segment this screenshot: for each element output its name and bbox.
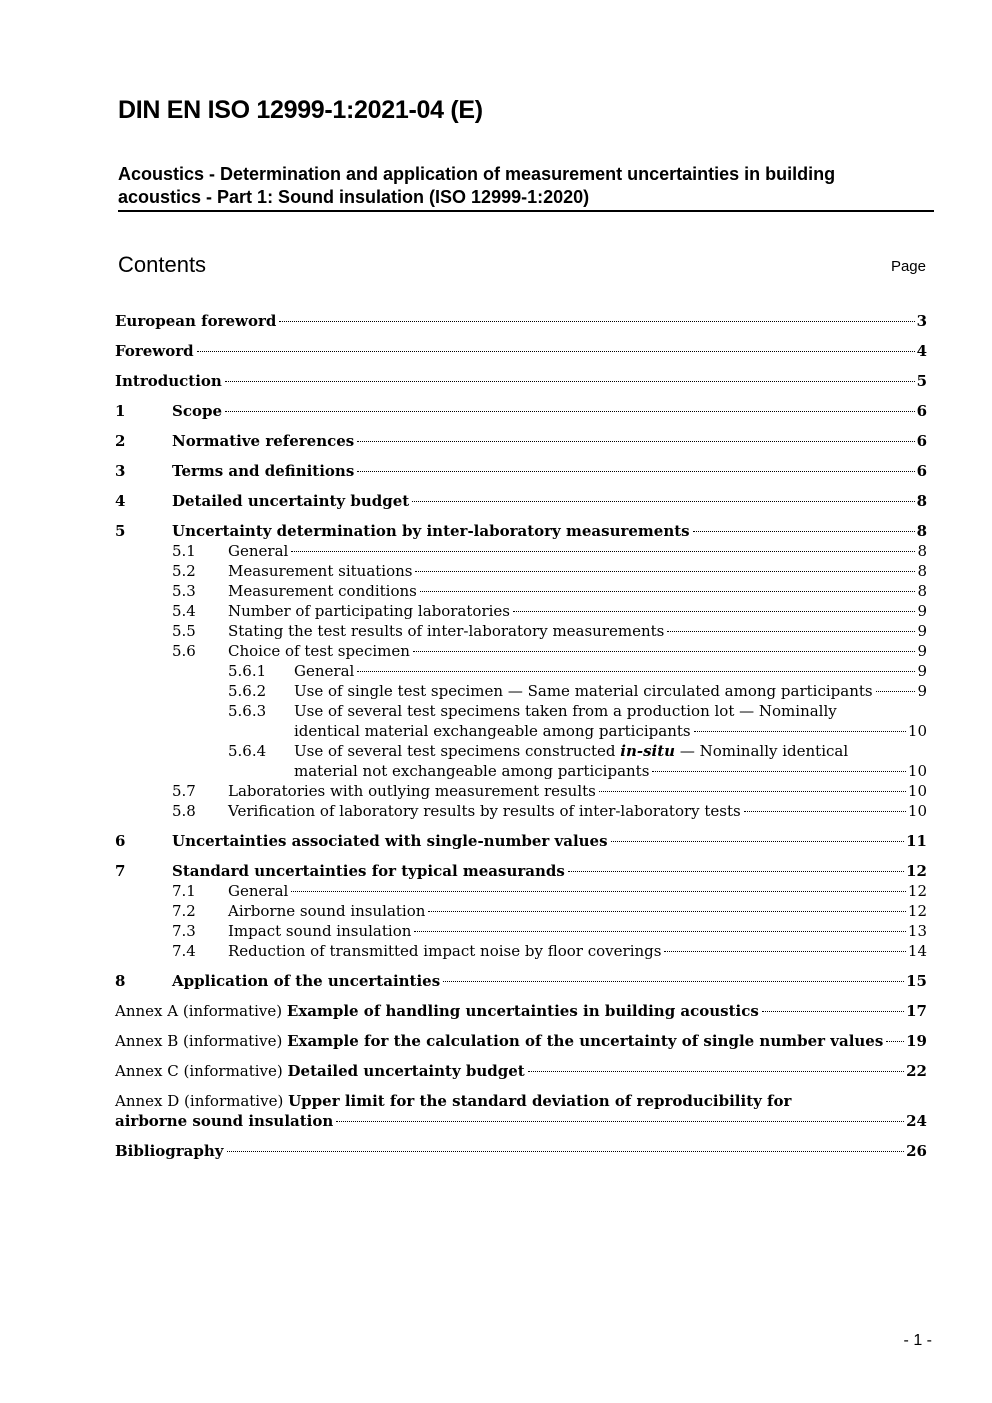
- page-column-label: Page: [890, 258, 926, 275]
- toc-entry-number: 5.6.2: [228, 682, 267, 700]
- dot-leader: [599, 791, 906, 792]
- toc-entry-page: 6: [916, 462, 927, 480]
- annex-prefix: Annex B (informative): [115, 1032, 288, 1050]
- toc-entry-title: Uncertainties associated with single-number values: [172, 832, 608, 850]
- dot-leader: [412, 501, 914, 502]
- toc-entry-title: General: [228, 882, 289, 900]
- toc-entry-annex-d[interactable]: [115, 1091, 927, 1131]
- toc-entry-number: 5.6.3: [228, 702, 267, 720]
- toc-entry-page: 17: [906, 1002, 927, 1020]
- dot-leader: [744, 811, 906, 812]
- toc-entry-number: 5.1: [172, 542, 196, 560]
- toc-entry-6[interactable]: [115, 831, 927, 851]
- toc-entry-title: Reduction of transmitted impact noise by floor coverings: [228, 942, 662, 960]
- toc-entry-title-line-2: identical material exchangeable among participants: [294, 722, 691, 740]
- dot-leader: [611, 841, 905, 842]
- toc-entry-5-6[interactable]: [115, 641, 927, 661]
- toc-entry-title-emphasis: in-situ: [620, 742, 676, 760]
- toc-entry-number: 5.6.4: [228, 742, 267, 760]
- toc-entry-7-4[interactable]: [115, 941, 927, 961]
- dot-leader: [413, 651, 916, 652]
- toc-entry-page: 8: [916, 522, 927, 540]
- toc-entry-page: 6: [916, 432, 927, 450]
- toc-entry-page: 26: [906, 1142, 927, 1160]
- toc-entry-5-6-3[interactable]: [115, 701, 927, 741]
- toc-entry-title-line-2: airborne sound insulation: [115, 1112, 334, 1130]
- toc-entry-number: 5.8: [172, 802, 196, 820]
- toc-entry-7-2[interactable]: [115, 901, 927, 921]
- toc-entry-page: 8: [917, 542, 927, 560]
- toc-entry-number: 5.7: [172, 782, 196, 800]
- dot-leader: [693, 531, 915, 532]
- toc-entry-annex-c[interactable]: [115, 1061, 927, 1081]
- dot-leader: [197, 351, 915, 352]
- toc-entry-4[interactable]: [115, 491, 927, 511]
- toc-entry-number: 7.3: [172, 922, 196, 940]
- toc-entry-page: 14: [907, 942, 927, 960]
- toc-entry-page: 10: [907, 802, 927, 820]
- toc-entry-number: 4: [115, 492, 126, 510]
- toc-entry-number: 5: [115, 522, 126, 540]
- toc-entry-title-line-1: [294, 741, 927, 761]
- toc-entry-number: 7.1: [172, 882, 196, 900]
- toc-entry-page: 9: [917, 682, 927, 700]
- toc-entry-title: Example of handling uncertainties in building acoustics: [286, 1002, 759, 1020]
- toc-entry-number: 7: [115, 862, 126, 880]
- toc-entry-page: 10: [907, 762, 927, 780]
- toc-entry-title: Use of single test specimen — Same material circulated among participants: [294, 682, 873, 700]
- toc-entry-page: 3: [916, 312, 927, 330]
- dot-leader: [225, 411, 915, 412]
- toc-entry-annex-b[interactable]: [115, 1031, 927, 1051]
- toc-entry-page: 8: [916, 492, 927, 510]
- toc-entry-title: General: [228, 542, 289, 560]
- annex-prefix: Annex A (informative): [115, 1002, 287, 1020]
- toc-entry-title: Airborne sound insulation: [228, 902, 426, 920]
- toc-entry-title-line-2: material not exchangeable among participants: [294, 762, 650, 780]
- toc-entry-title: Detailed uncertainty budget: [172, 492, 410, 510]
- dot-leader: [428, 911, 906, 912]
- toc-entry-5-1[interactable]: [115, 541, 927, 561]
- toc-entry-number: 6: [115, 832, 126, 850]
- dot-leader: [357, 441, 914, 442]
- toc-entry-title: Terms and definitions: [172, 462, 355, 480]
- toc-entry-title: Impact sound insulation: [228, 922, 412, 940]
- toc-entry-page: 9: [917, 622, 927, 640]
- toc-entry-title: Normative references: [172, 432, 355, 450]
- dot-leader: [420, 591, 916, 592]
- toc-entry-title: Detailed uncertainty budget: [287, 1062, 525, 1080]
- toc-entry-page: 13: [907, 922, 927, 940]
- toc-entry-5-3[interactable]: [115, 581, 927, 601]
- toc-entry-8[interactable]: [115, 971, 927, 991]
- toc-entry-5[interactable]: [115, 521, 927, 541]
- toc-entry-number: 5.4: [172, 602, 196, 620]
- toc-entry-page: 5: [916, 372, 927, 390]
- toc-entry-page: 10: [907, 782, 927, 800]
- toc-entry-5-6-4[interactable]: [115, 741, 927, 781]
- toc-entry-title: Introduction: [115, 372, 222, 390]
- toc-entry-title: Verification of laboratory results by results of inter-laboratory tests: [228, 802, 741, 820]
- toc-entry-title-line-1: Upper limit for the standard deviation of reproducibility for: [288, 1092, 792, 1110]
- dot-leader: [886, 1041, 904, 1042]
- toc-entry-page: 10: [907, 722, 927, 740]
- dot-leader: [225, 381, 915, 382]
- toc-entry-page: 4: [916, 342, 927, 360]
- toc-entry-title-part: Use of several test specimens constructed: [294, 742, 621, 760]
- toc-entry-title: Application of the uncertainties: [172, 972, 441, 990]
- dot-leader: [357, 471, 914, 472]
- toc-entry-page: 19: [906, 1032, 927, 1050]
- toc-entry-page: 6: [916, 402, 927, 420]
- toc-entry-page: 24: [906, 1112, 927, 1130]
- toc-entry-page: 11: [906, 832, 927, 850]
- toc-entry-3[interactable]: [115, 461, 927, 481]
- toc-entry-5-6-2[interactable]: [115, 681, 927, 701]
- toc-entry-number: 7.2: [172, 902, 196, 920]
- toc-entry-title: Scope: [172, 402, 223, 420]
- toc-entry-title: Bibliography: [115, 1142, 224, 1160]
- toc-entry-foreword[interactable]: [115, 341, 927, 361]
- toc-entry-page: 12: [907, 902, 927, 920]
- toc-entry-5-5[interactable]: [115, 621, 927, 641]
- toc-entry-title-line-1: Use of several test specimens taken from a production lot — Nominally: [294, 702, 837, 720]
- dot-leader: [227, 1151, 905, 1152]
- toc-entry-european-foreword[interactable]: [115, 311, 927, 331]
- toc-entry-bibliography[interactable]: [115, 1141, 927, 1161]
- toc-entry-title: General: [294, 662, 355, 680]
- dot-leader: [652, 771, 906, 772]
- toc-entry-number: 7.4: [172, 942, 196, 960]
- dot-leader: [443, 981, 904, 982]
- dot-leader: [528, 1071, 904, 1072]
- toc-entry-title: Standard uncertainties for typical measurands: [172, 862, 565, 880]
- dot-leader: [291, 551, 915, 552]
- toc-entry-title-part: — Nominally identical: [675, 742, 849, 760]
- toc-entry-number: 2: [115, 432, 126, 450]
- dot-leader: [415, 571, 915, 572]
- toc-entry-number: 5.5: [172, 622, 196, 640]
- toc-entry-title: Uncertainty determination by inter-laboratory measurements: [172, 522, 690, 540]
- toc-entry-page: 15: [906, 972, 927, 990]
- annex-prefix: Annex D (informative): [115, 1092, 289, 1110]
- toc-entry-5-4[interactable]: [115, 601, 927, 621]
- annex-prefix: Annex C (informative): [115, 1062, 288, 1080]
- table-of-contents: [115, 311, 927, 1161]
- toc-entry-title: Measurement situations: [228, 562, 413, 580]
- dot-leader: [291, 891, 906, 892]
- toc-entry-page: 8: [917, 582, 927, 600]
- toc-entry-page: 22: [906, 1062, 927, 1080]
- toc-entry-number: 5.6.1: [228, 662, 267, 680]
- contents-heading: Contents: [118, 252, 207, 277]
- toc-entry-title: Example for the calculation of the uncertainty of single number values: [287, 1032, 884, 1050]
- toc-entry-page: 9: [917, 662, 927, 680]
- toc-entry-title: Measurement conditions: [228, 582, 417, 600]
- toc-entry-title: European foreword: [115, 312, 277, 330]
- toc-entry-title: Number of participating laboratories: [228, 602, 511, 620]
- toc-entry-introduction[interactable]: [115, 371, 927, 391]
- toc-entry-number: 5.6: [172, 642, 196, 660]
- toc-entry-5-2[interactable]: [115, 561, 927, 581]
- toc-entry-5-8[interactable]: [115, 801, 927, 821]
- toc-entry-number: 8: [115, 972, 126, 990]
- toc-entry-title: Choice of test specimen: [228, 642, 410, 660]
- document-title: DIN EN ISO 12999-1:2021-04 (E): [118, 96, 483, 124]
- toc-entry-page: 12: [906, 862, 927, 880]
- toc-entry-5-7[interactable]: [115, 781, 927, 801]
- toc-entry-title: Laboratories with outlying measurement results: [228, 782, 596, 800]
- toc-entry-number: 5.3: [172, 582, 196, 600]
- subtitle-line-2: acoustics - Part 1: Sound insulation (ISO 12999-1:2020): [118, 187, 590, 207]
- toc-entry-number: 1: [115, 402, 126, 420]
- toc-entry-7[interactable]: [115, 861, 927, 881]
- toc-entry-page: 12: [907, 882, 927, 900]
- document-subtitle: [118, 163, 934, 212]
- dot-leader: [513, 611, 915, 612]
- toc-entry-2[interactable]: [115, 431, 927, 451]
- toc-entry-7-3[interactable]: [115, 921, 927, 941]
- dot-leader: [762, 1011, 904, 1012]
- dot-leader: [694, 731, 906, 732]
- dot-leader: [568, 871, 904, 872]
- toc-entry-annex-a[interactable]: [115, 1001, 927, 1021]
- subtitle-line-1: Acoustics - Determination and application of measurement uncertainties in building: [118, 164, 836, 184]
- toc-entry-page: 9: [917, 602, 927, 620]
- toc-entry-number: 5.2: [172, 562, 196, 580]
- dot-leader: [667, 631, 915, 632]
- toc-entry-title: Stating the test results of inter-laboratory measurements: [228, 622, 665, 640]
- page-number: - 1 -: [903, 1332, 932, 1349]
- toc-entry-7-1[interactable]: [115, 881, 927, 901]
- dot-leader: [414, 931, 906, 932]
- dot-leader: [336, 1121, 904, 1122]
- dot-leader: [876, 691, 916, 692]
- toc-entry-number: 3: [115, 462, 126, 480]
- dot-leader: [357, 671, 915, 672]
- toc-entry-title: Foreword: [115, 342, 194, 360]
- toc-entry-page: 8: [917, 562, 927, 580]
- toc-entry-1[interactable]: [115, 401, 927, 421]
- dot-leader: [664, 951, 905, 952]
- dot-leader: [279, 321, 914, 322]
- toc-entry-page: 9: [917, 642, 927, 660]
- toc-entry-5-6-1[interactable]: [115, 661, 927, 681]
